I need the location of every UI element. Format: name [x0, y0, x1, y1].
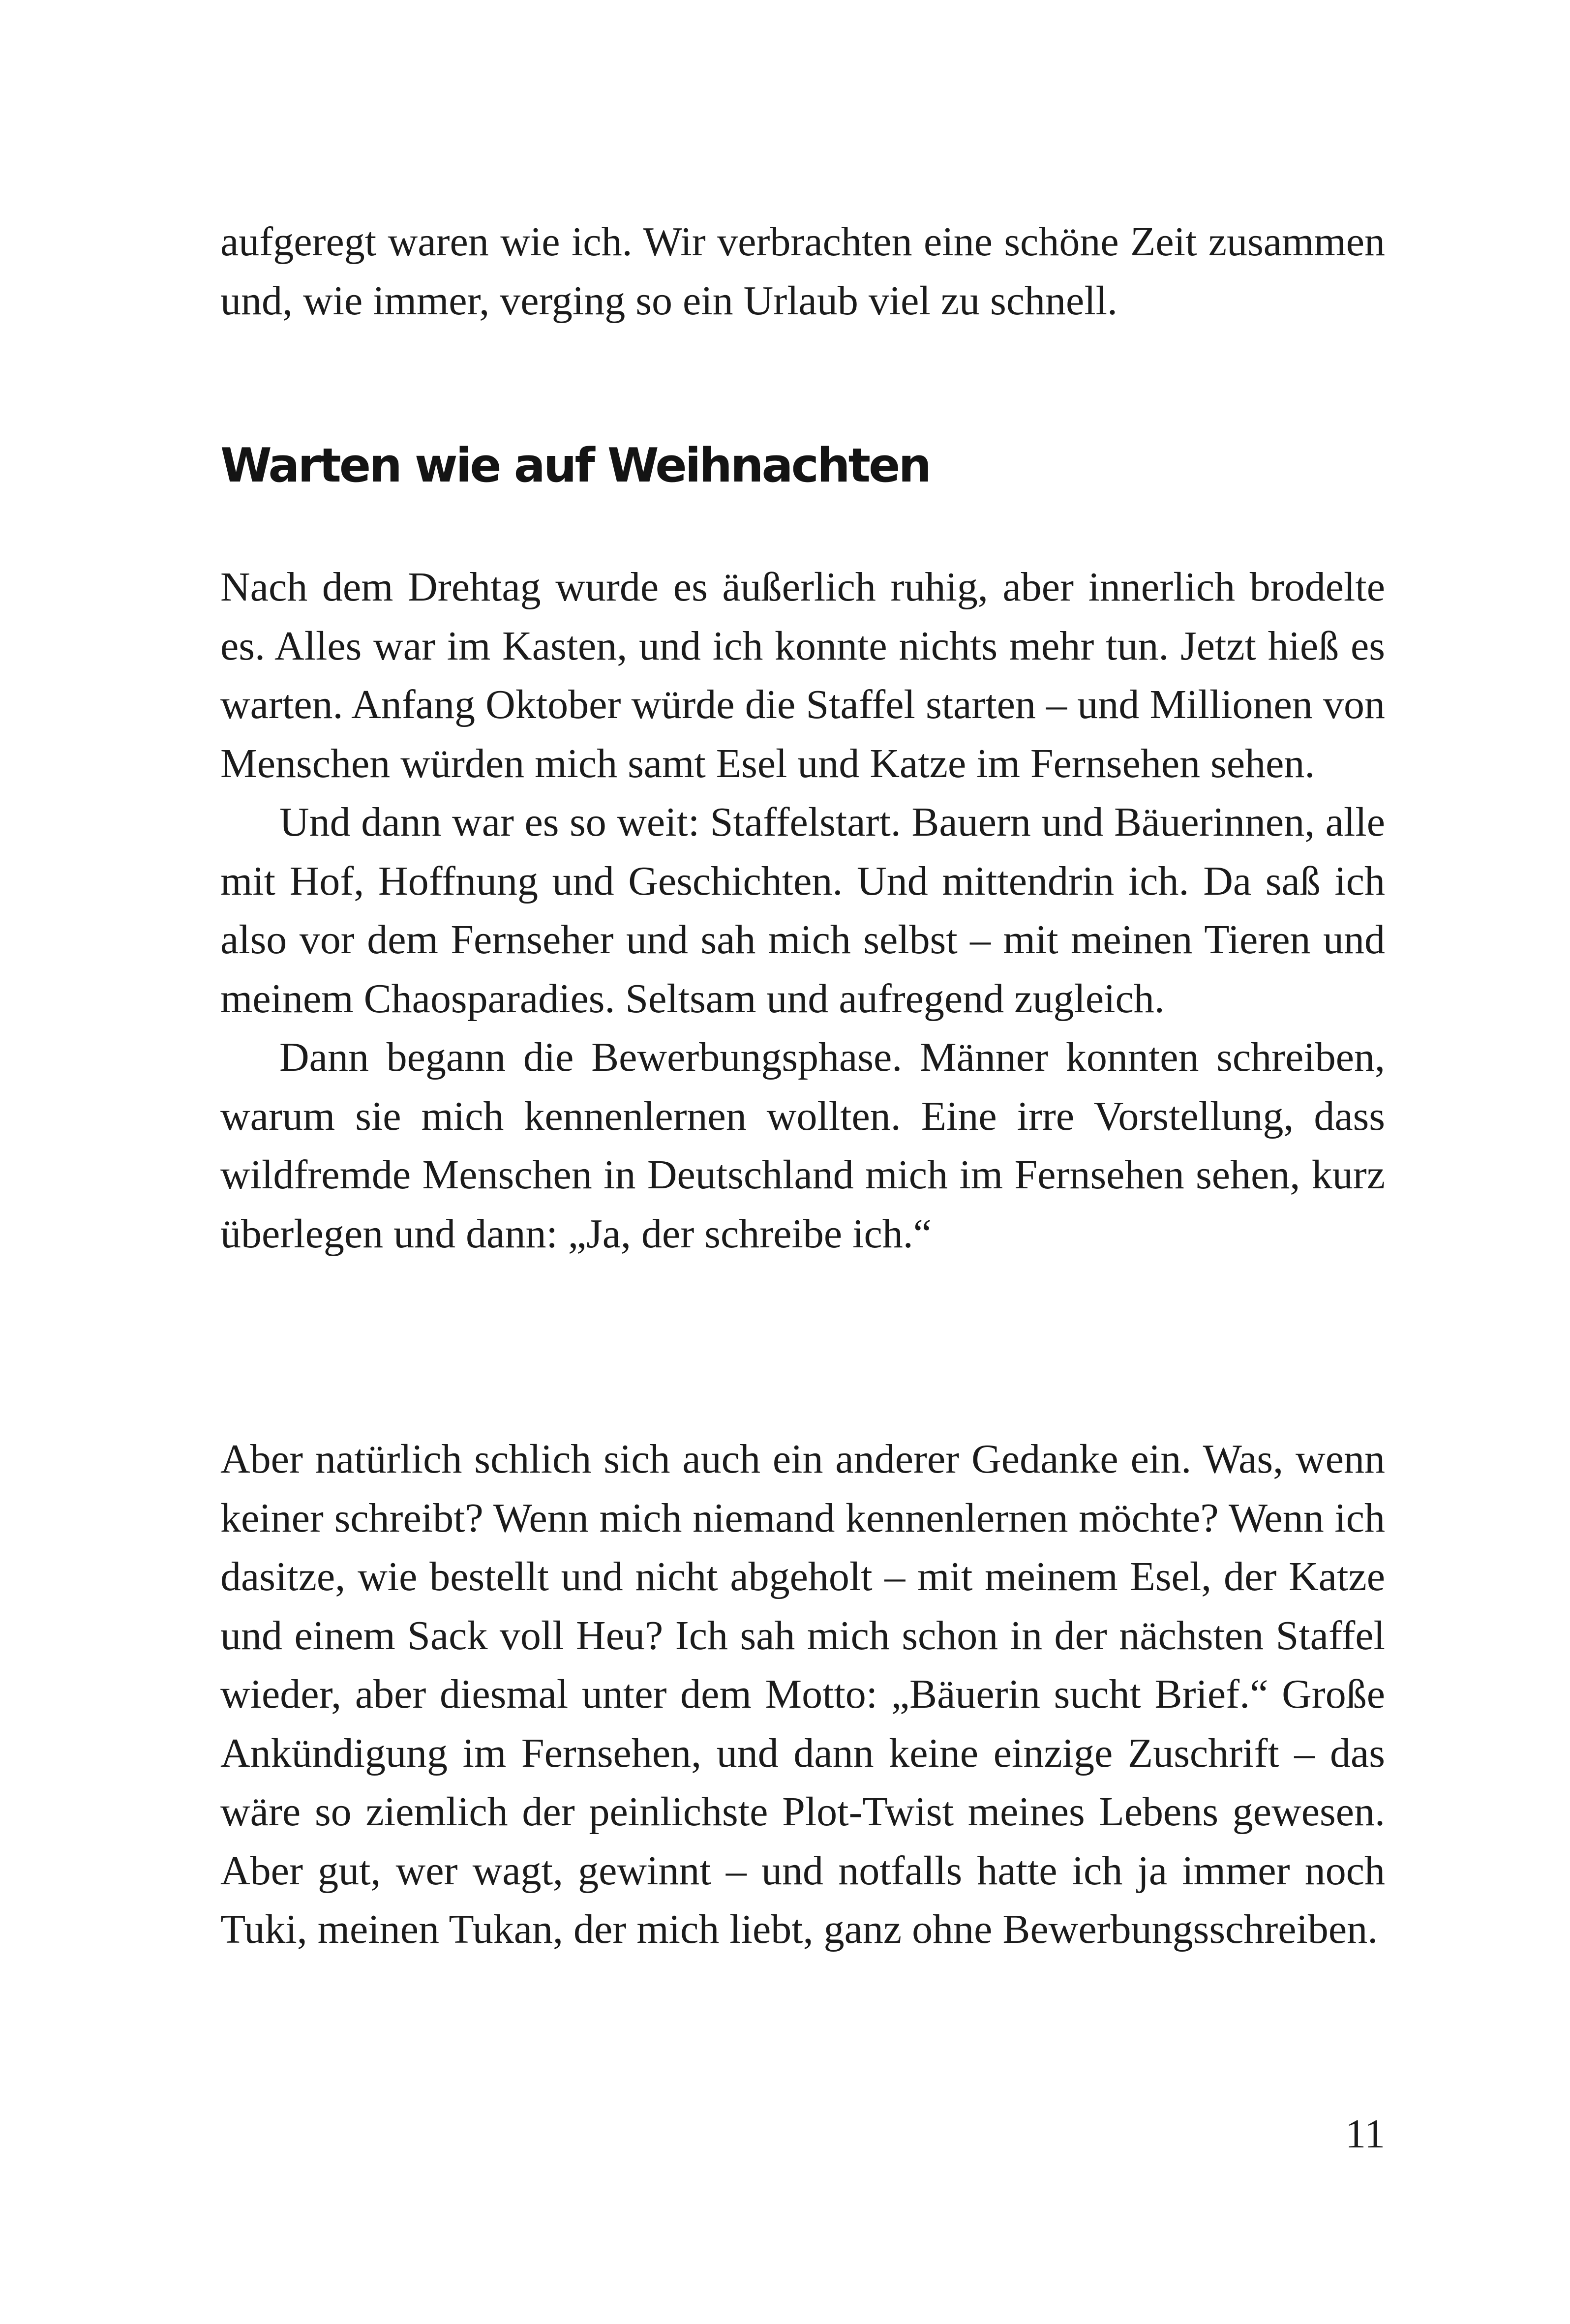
body-paragraph-3: Dann begann die Bewerbungsphase. Männer konnten schreiben, warum sie mich kennenlernen wollten. Eine irre Vorstellung, dass wildfremde Menschen in Deutschland mich im Fernsehen sehen, kurz überlegen und dann: „Ja, der schreibe ich.“: [220, 1034, 1385, 1257]
page-number: 11: [1345, 2111, 1385, 2157]
section-body: [220, 558, 1385, 1263]
body-paragraph-1: Nach dem Drehtag wurde es äußerlich ruhig, aber innerlich brodelte es. Alles war im Kasten, und ich konnte nichts mehr tun. Jetzt hieß es warten. Anfang Oktober würde die Staffel starten – und Millionen von Menschen würden mich samt Esel und Katze im Fernsehen sehen.: [220, 564, 1385, 786]
intro-paragraph: aufgeregt waren wie ich. Wir verbrachten eine schöne Zeit zusammen und, wie immer, verging so ein Urlaub viel zu schnell.: [220, 219, 1385, 324]
body-paragraph-2: Und dann war es so weit: Staffelstart. Bauern und Bäuerinnen, alle mit Hof, Hoffnung und Geschichten. Und mittendrin ich. Da saß ich also vor dem Fernseher und sah mich selbst – mit meinen Tieren und meinem Chaosparadies. Seltsam und aufregend zugleich.: [220, 799, 1385, 1022]
section-heading: Warten wie auf Weihnachten: [220, 439, 930, 493]
closing-paragraph: Aber natürlich schlich sich auch ein anderer Gedanke ein. Was, wenn keiner schreibt? Wenn mich niemand kennenlernen möchte? Wenn ich dasitze, wie bestellt und nicht abgeholt – mit meinem Esel, der Katze und einem Sack voll Heu? Ich sah mich schon in der nächsten Staffel wieder, aber diesmal unter dem Motto: „Bäuerin sucht Brief.“ Große Ankündigung im Fernsehen, und dann keine einzige Zuschrift – das wäre so ziemlich der peinlichste Plot-Twist meines Lebens gewesen. Aber gut, wer wagt, gewinnt – und notfalls hatte ich ja immer noch Tuki, meinen Tukan, der mich liebt, ganz ohne Bewerbungsschreiben.: [220, 1436, 1385, 1952]
